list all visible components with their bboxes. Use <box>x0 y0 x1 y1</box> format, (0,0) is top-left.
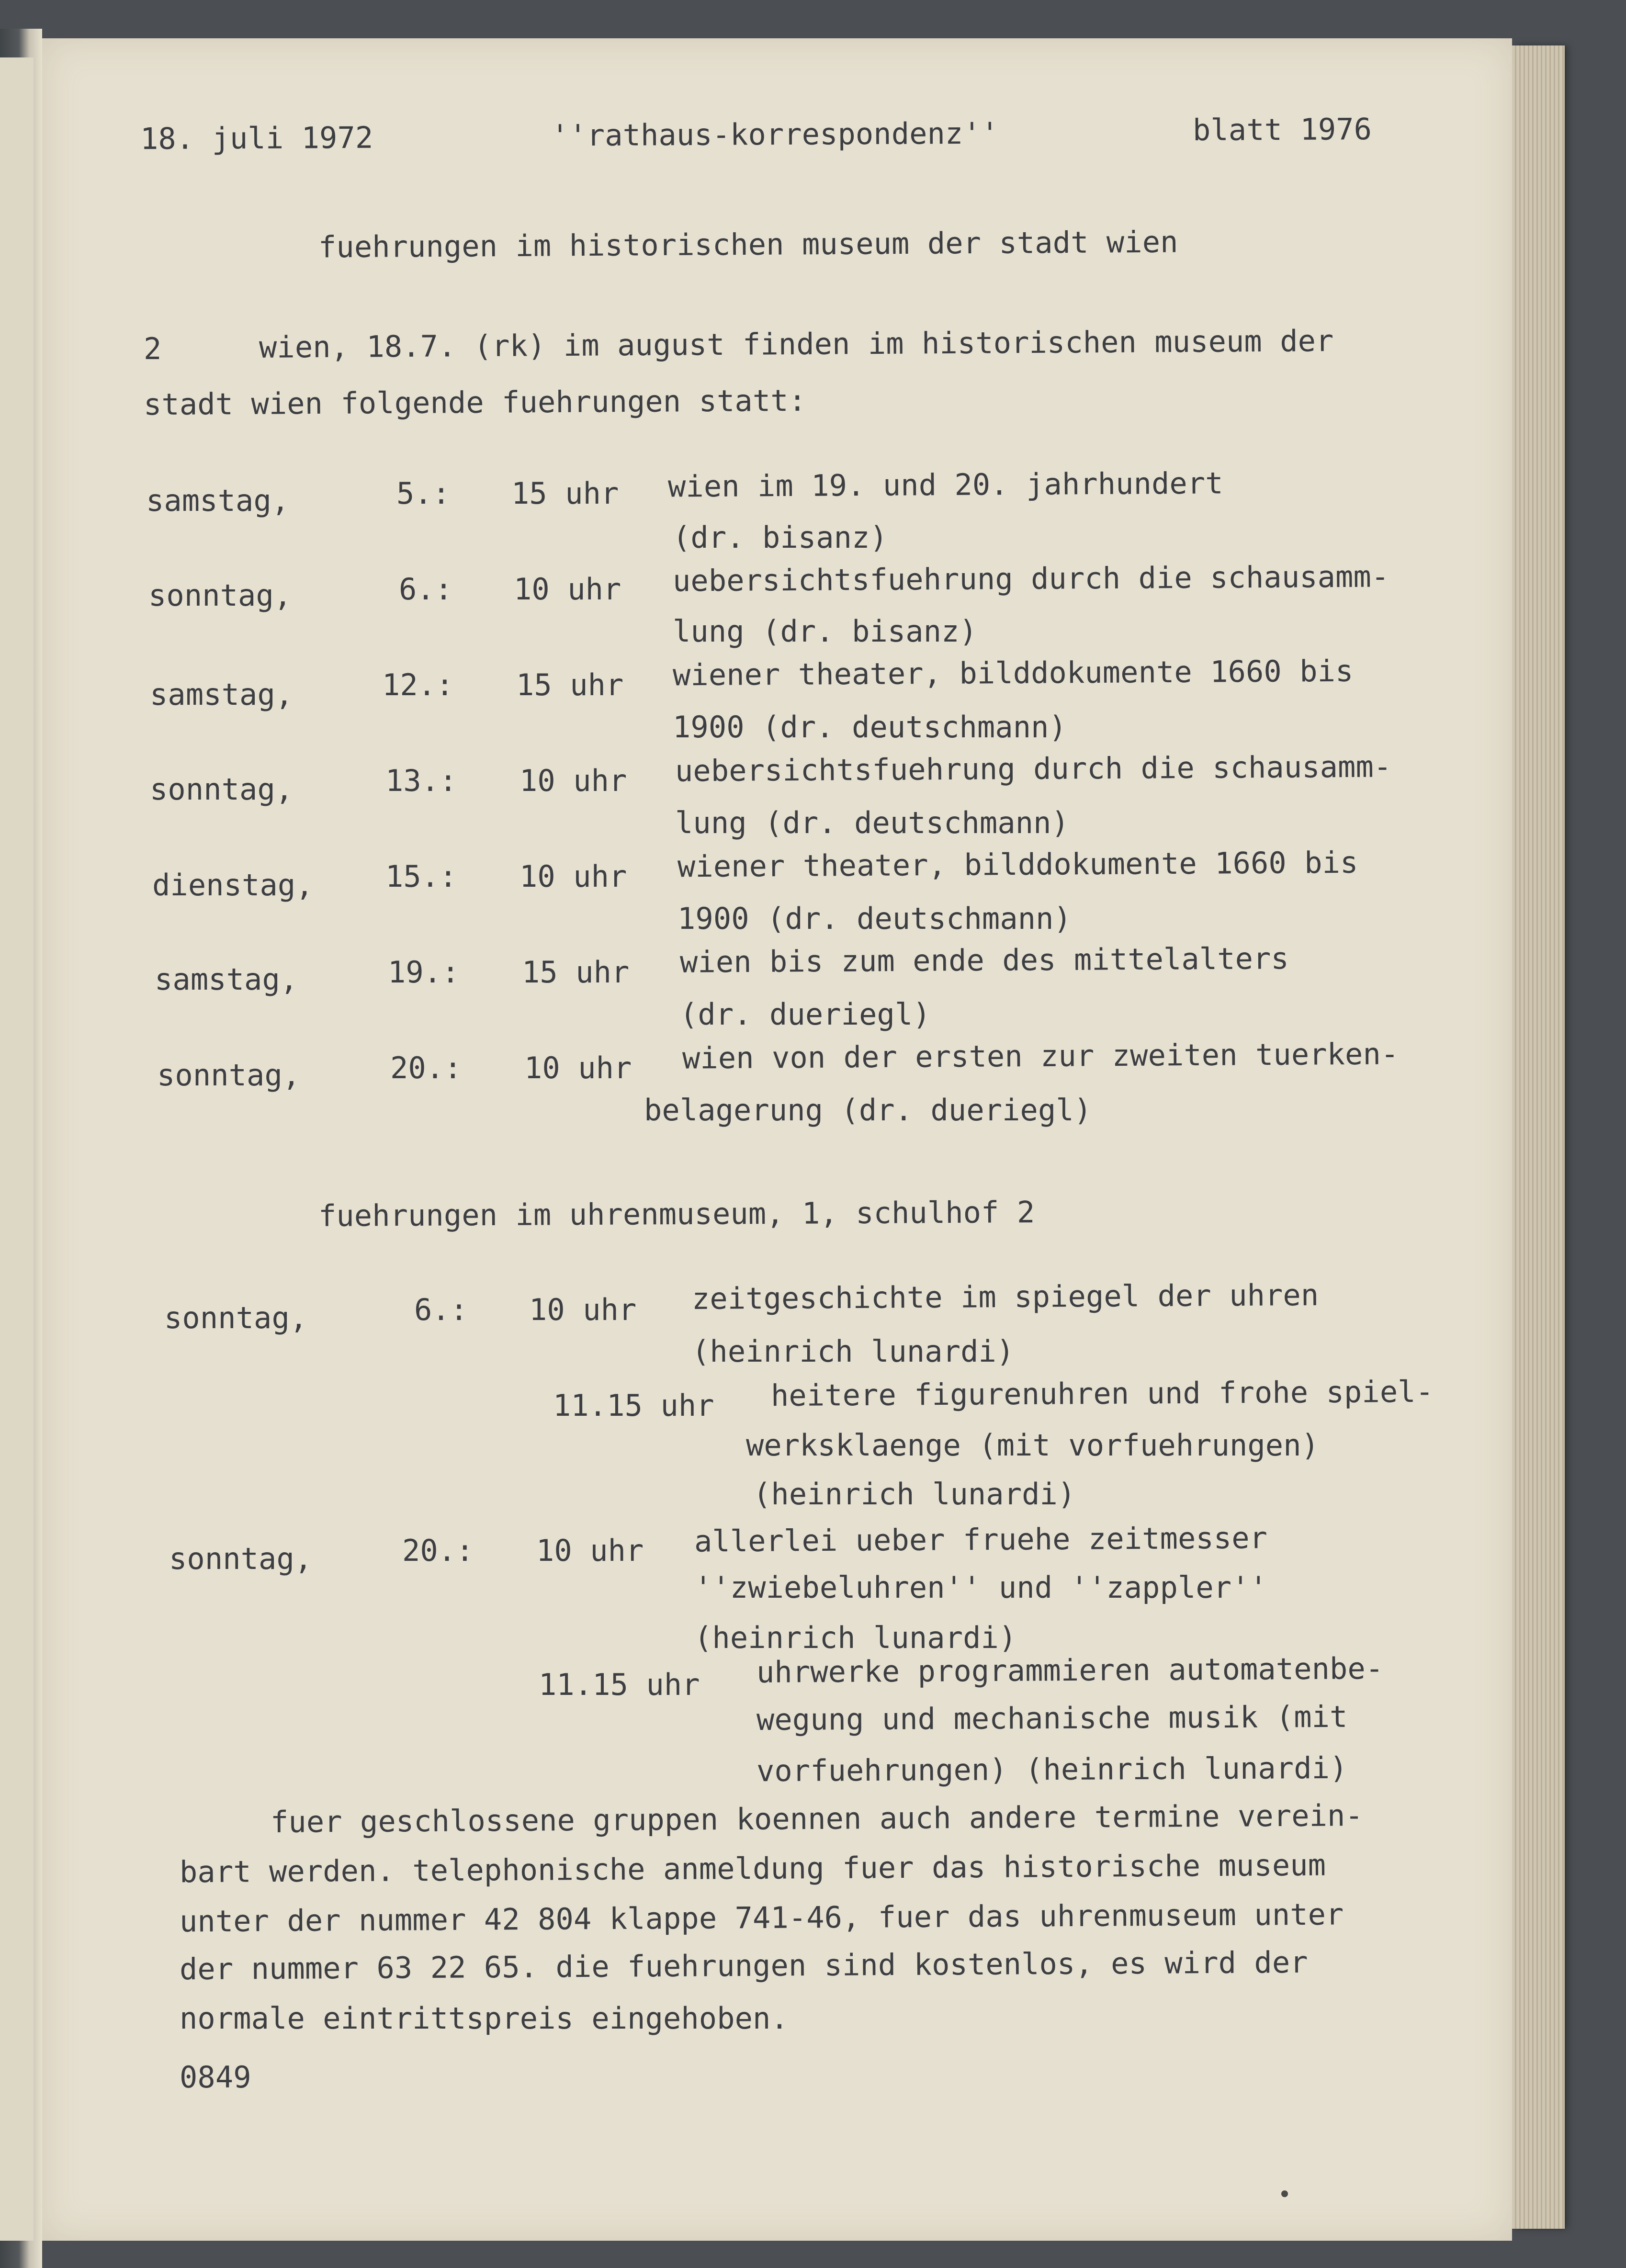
tour-day: samstag, <box>155 962 298 997</box>
closing-line: fuer geschlossene gruppen koennen auch andere termine verein- <box>270 1798 1364 1839</box>
tour-desc-line: vorfuehrungen) (heinrich lunardi) <box>756 1750 1348 1789</box>
tour-desc-line: lung (dr. bisanz) <box>673 614 977 649</box>
tour-desc-line: belagerung (dr. dueriegl) <box>644 1093 1092 1128</box>
tour-desc-line: wien im 19. und 20. jahrhundert <box>667 465 1223 504</box>
tour-time: 10 uhr <box>524 1050 632 1085</box>
tour-time: 10 uhr <box>519 859 627 894</box>
closing-line: unter der nummer 42 804 klappe 741-46, fuer das uhrenmuseum unter <box>179 1896 1344 1939</box>
tour-time: 10 uhr <box>529 1292 637 1327</box>
tour-desc-line: (dr. dueriegl) <box>680 997 931 1032</box>
tour-time: 10 uhr <box>519 763 627 798</box>
tour-desc-line: wiener theater, bilddokumente 1660 bis <box>672 653 1354 693</box>
tour-time: 15 uhr <box>511 476 619 511</box>
tour-desc-line: uebersichtsfuehrung durch die schausamm- <box>675 749 1392 789</box>
intro-line-1: wien, 18.7. (rk) im august finden im historischen museum der <box>259 323 1334 365</box>
tour-desc-line: 1900 (dr. deutschmann) <box>673 710 1067 745</box>
tour-date: 5.: <box>396 476 451 511</box>
tour-date: 12.: <box>382 667 454 702</box>
tour-desc-line: lung (dr. deutschmann) <box>675 805 1069 840</box>
section-title: fuehrungen im historischen museum der stadt wien <box>318 224 1178 265</box>
tour-desc-line: wiener theater, bilddokumente 1660 bis <box>677 845 1358 884</box>
tour-time: 11.15 uhr <box>553 1388 714 1423</box>
tour-desc-line: wien bis zum ende des mittelalters <box>679 941 1289 980</box>
header-publication: ''rathaus-korrespondenz'' <box>551 115 999 153</box>
tour-time: 11.15 uhr <box>539 1667 700 1702</box>
tour-desc-line: (heinrich lunardi) <box>753 1477 1076 1512</box>
tour-date: 6.: <box>399 572 453 607</box>
tour-day: dienstag, <box>152 868 314 903</box>
tour-date: 20.: <box>390 1050 462 1085</box>
closing-line: bart werden. telephonische anmeldung fuer das historische museum <box>179 1847 1326 1890</box>
ink-speck <box>1281 2190 1288 2197</box>
tour-date: 13.: <box>385 763 457 798</box>
tour-day: sonntag, <box>157 1058 301 1093</box>
tour-date: 20.: <box>402 1533 474 1568</box>
tour-day: samstag, <box>146 483 290 518</box>
item-number: 2 <box>144 331 162 366</box>
clock-section-title: fuehrungen im uhrenmuseum, 1, schulhof 2 <box>318 1195 1035 1233</box>
tour-desc-line: heitere figurenuhren und frohe spiel- <box>770 1374 1434 1413</box>
header-date: 18. juli 1972 <box>140 120 373 157</box>
tour-desc-line: uhrwerke programmieren automatenbe- <box>756 1651 1384 1690</box>
tour-date: 6.: <box>414 1292 468 1327</box>
closing-line: normale eintrittspreis eingehoben. <box>180 2001 789 2036</box>
tour-desc-line: allerlei ueber fruehe zeitmesser <box>694 1520 1268 1559</box>
page-stack-edge <box>1512 45 1565 2229</box>
tour-desc-line: 1900 (dr. deutschmann) <box>678 901 1072 936</box>
tour-desc-line: (heinrich lunardi) <box>692 1334 1015 1369</box>
tour-day: sonntag, <box>169 1541 313 1576</box>
tour-desc-line: wien von der ersten zur zweiten tuerken- <box>682 1036 1399 1076</box>
tour-desc-line: werksklaenge (mit vorfuehrungen) <box>746 1428 1320 1463</box>
tour-time: 10 uhr <box>536 1533 644 1568</box>
tour-desc-line: ''zwiebeluhren'' und ''zappler'' <box>694 1570 1268 1605</box>
tour-desc-line: wegung und mechanische musik (mit <box>756 1699 1348 1738</box>
tour-desc-line: uebersichtsfuehrung durch die schausamm- <box>672 559 1389 598</box>
tour-time: 10 uhr <box>514 572 621 607</box>
tour-day: sonntag, <box>164 1300 308 1335</box>
tour-day: sonntag, <box>148 578 292 613</box>
tour-day: sonntag, <box>150 772 294 807</box>
tour-desc-line: (heinrich lunardi) <box>694 1620 1017 1655</box>
footer-code: 0849 <box>180 2060 251 2095</box>
facing-page-edge <box>0 57 34 2241</box>
tour-date: 19.: <box>388 955 460 990</box>
tour-desc-line: (dr. bisanz) <box>673 520 888 555</box>
tour-desc-line: zeitgeschichte im spiegel der uhren <box>691 1277 1319 1316</box>
intro-line-2: stadt wien folgende fuehrungen statt: <box>143 383 807 422</box>
header-sheet: blatt 1976 <box>1192 112 1372 147</box>
tour-day: samstag, <box>150 677 294 712</box>
closing-line: der nummer 63 22 65. die fuehrungen sind kostenlos, es wird der <box>179 1944 1308 1987</box>
document-page <box>42 38 1512 2241</box>
tour-date: 15.: <box>385 859 457 894</box>
tour-time: 15 uhr <box>516 667 624 702</box>
tour-time: 15 uhr <box>522 955 630 990</box>
